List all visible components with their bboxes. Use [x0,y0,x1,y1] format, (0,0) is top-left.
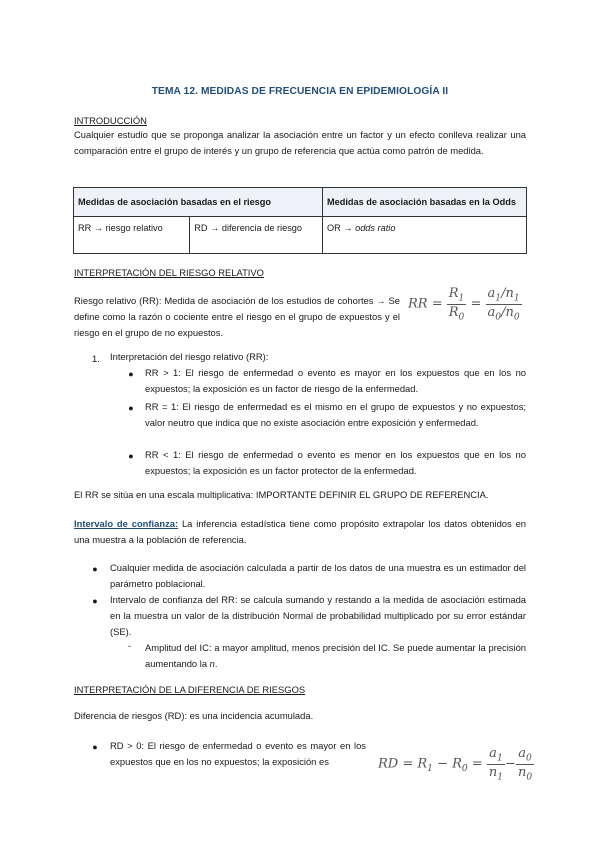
a1-sub: 1 [495,293,502,304]
rd-fraction-1 [487,746,505,782]
a0-sub: 0 [495,312,502,323]
rd-r1-sub: 1 [427,764,433,775]
a0-symbol: a [487,304,496,320]
bullet-dot: ● [128,403,134,413]
rr-scale-note: El RR se sitúa en una escala multiplicativa: IMPORTANTE DEFINIR EL GRUPO DE REFERENCIA. [74,489,489,500]
rd-n0: n [517,764,527,780]
rd-a1: a [489,746,497,761]
ci-bullet-interval: Intervalo de confianza del RR: se calcula sumando y restando a la medida de asociación estimada en la muestra un valor de la distribución Normal de probabilidad multiplicado por su error estándar (SE). [110,594,526,637]
n0-symbol: n [505,304,514,320]
a1-symbol: a [487,286,496,301]
rd-eq: = [467,756,483,772]
r1-symbol: R [448,286,459,301]
intro-paragraph: Cualquier estudio que se proponga analizar la asociación entre un factor y un efecto conlleva realizar una comparación entre el grupo de interés y un grupo de referencia que actúa como patrón de medida. [74,129,526,156]
ci-sub-dash: - [128,640,132,651]
ci-sub-n: n [209,658,215,669]
rd-a0: a [518,746,527,761]
table-header-risk: Medidas de asociación basadas en el riesgo [74,188,323,217]
bullet-dot: ● [128,369,134,379]
intro-heading: INTRODUCCIÓN [74,115,147,126]
rr-definition: Riesgo relativo (RR): Medida de asociación de los estudios de cohortes → Se define como la razón o cociente entre el riesgo en el grupo de expuestos y el riesgo en el grupo de no expuestos. [74,295,400,338]
r1-sub: 1 [458,293,465,304]
bullet-dot: ● [92,742,98,752]
rr-formula-r-fraction [447,286,467,322]
rd-minus2: − [505,756,516,772]
rd-bullet: RD > 0: El riesgo de enfermedad o evento es mayor en los expuestos que en los no expuestos; la exposición es [110,740,366,767]
rr-bullet-equal: RR = 1: El riesgo de enfermedad es el mismo en el grupo de expuestos y no expuestos; valor neutro que indica que no existe asociación entre exposición y enfermedad. [145,401,526,428]
table-cell-rr: RR → riesgo relativo [74,217,190,254]
bullet-dot: ● [128,451,134,461]
association-measures-table [73,187,527,254]
rd-formula [378,746,534,782]
rd-n1-sub: 1 [497,772,504,783]
rd-a0-sub: 0 [526,753,532,764]
ci-paragraph [74,516,526,548]
rr-formula-eq: = [470,296,482,312]
rd-definition: Diferencia de riesgos (RD): es una incidencia acumulada. [74,710,314,721]
rr-bullet-less: RR < 1: El riesgo de enfermedad o evento es menor en los expuestos que en los no expuestos; la exposición es un factor protector de la enfermedad. [145,449,526,476]
document-title: TEMA 12. MEDIDAS DE FRECUENCIA EN EPIDEMIOLOGÍA II [151,86,449,97]
rd-heading: INTERPRETACIÓN DE LA DIFERENCIA DE RIESGOS [74,684,306,695]
r0-symbol: R [448,304,459,320]
rd-a1-sub: 1 [496,753,503,764]
rd-formula-lhs: RD = R [378,756,428,772]
or-prefix: OR → [327,223,356,233]
rr-formula-a-fraction: $\frac{a_1/n_1}{a_0/n_0}$ [487,286,520,323]
rd-fraction-2 [516,746,534,782]
ci-sub-amplitude [145,640,526,672]
bullet-dot: ● [92,564,98,574]
rr-bullet-greater: RR > 1: El riesgo de enfermedad o evento es mayor en los expuestos que en los no expuestos; la exposición es un factor de riesgo de la enfermedad. [145,367,526,394]
rd-n1: n [488,764,498,780]
ci-sub-text: Amplitud del IC: a mayor amplitud, menos precisión del IC. Se puede aumentar la precisión aumentando la [145,642,526,669]
or-term: odds ratio [355,223,396,233]
rr-heading: INTERPRETACIÓN DEL RIESGO RELATIVO [74,267,264,278]
rd-minus: − R [432,756,462,772]
ci-bullet-estimator: Cualquier medida de asociación calculada a partir de los datos de una muestra es un estimador del parámetro poblacional. [110,562,526,589]
n1-sub: 1 [513,293,520,304]
rd-n0-sub: 0 [526,772,533,783]
rr-list-title: Interpretación del riesgo relativo (RR): [110,351,269,362]
rr-formula [408,286,522,322]
r0-sub: 0 [458,312,465,323]
ci-link[interactable]: Intervalo de confianza: [74,518,179,529]
n0-sub: 0 [513,312,520,323]
bullet-dot: ● [92,596,98,606]
table-cell-rd: RD → diferencia de riesgo [190,217,323,254]
table-header-odds: Medidas de asociación basadas en la Odds [323,188,527,217]
n1-symbol: n [505,286,514,301]
ci-sub-end: . [214,658,218,669]
rr-formula-lhs: RR = [408,296,443,312]
table-cell-or [323,217,527,254]
rd-r0-sub: 0 [461,764,468,775]
rr-list-number: 1. [92,353,100,364]
ci-text: La inferencia estadística tiene como propósito extrapolar los datos obtenidos en una muestra a la población de referencia. [74,518,526,545]
